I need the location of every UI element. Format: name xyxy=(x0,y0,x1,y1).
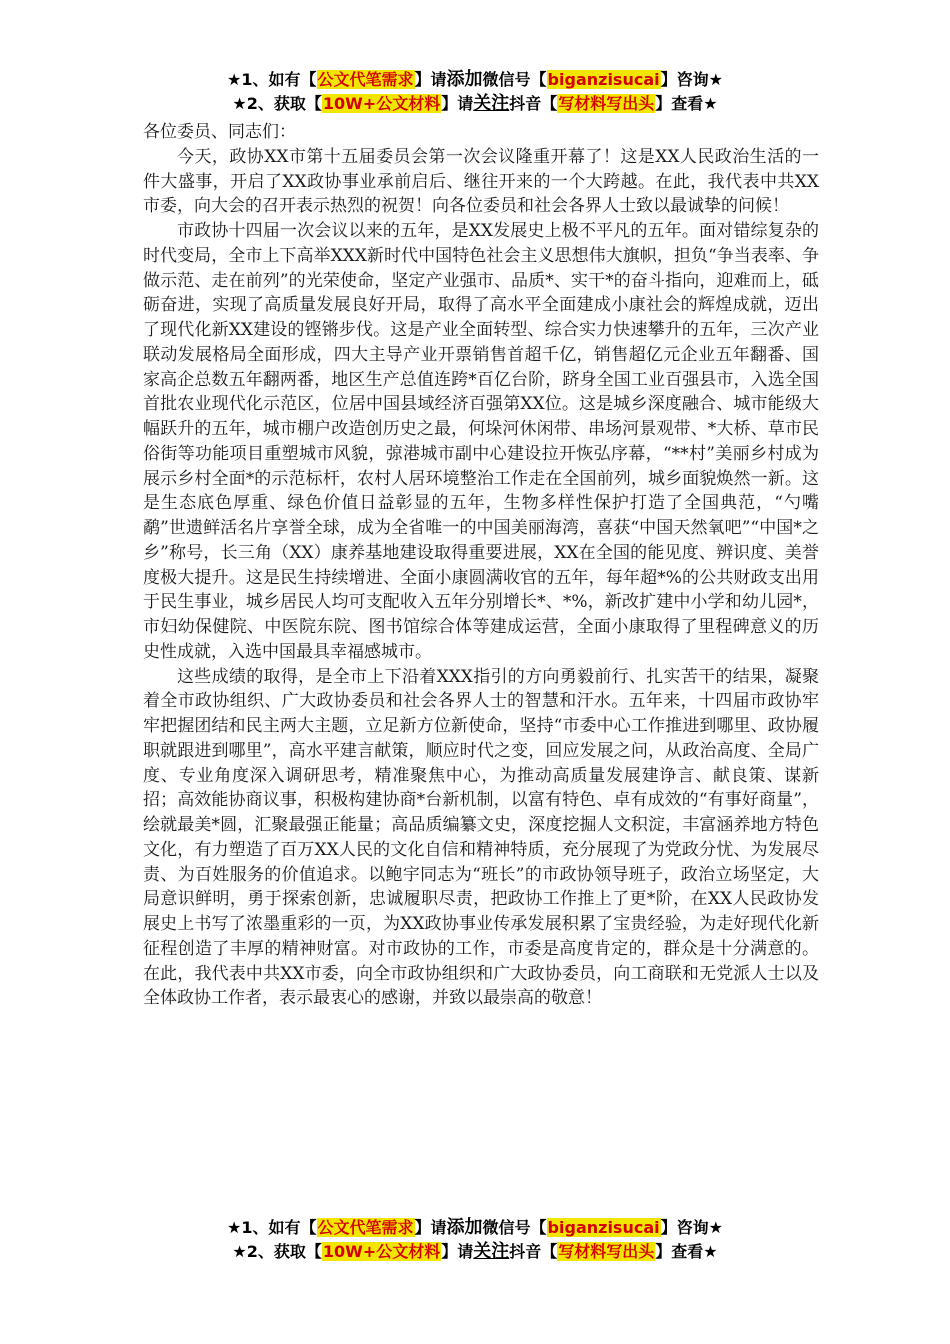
promo-emphasis: 关注 xyxy=(473,93,510,114)
document-body xyxy=(143,120,819,1011)
promo-highlight: 写材料写出头 xyxy=(558,1242,655,1261)
promo-text: 】查看★ xyxy=(655,1242,718,1261)
bottom-promo-banner xyxy=(0,1216,950,1264)
paragraph-1: 今天，政协XX市第十五届委员会第一次会议隆重开幕了！这是XX人民政治生活的一件大盛事，开启了XX政协事业承前启后、继往开来的一个大跨越。在此，我代表中共XX市委，向大会的召开表示热烈的祝贺！向各位委员和社会各界人士致以最诚挚的问候！ xyxy=(143,146,819,217)
promo-emphasis: 添加 xyxy=(446,1217,483,1238)
promo-text: ★1、如有【 xyxy=(227,70,317,89)
promo-highlight: 10W+公文材料 xyxy=(322,94,441,113)
top-promo-banner xyxy=(0,68,950,116)
promo-text: 】请 xyxy=(414,1218,447,1237)
promo-emphasis: 添加 xyxy=(446,69,483,90)
promo-emphasis: 关注 xyxy=(473,1241,510,1262)
promo-line-1 xyxy=(0,68,950,92)
promo-text: ★2、获取【 xyxy=(232,94,322,113)
promo-text: 】咨询★ xyxy=(660,70,723,89)
promo-highlight: biganzisucai xyxy=(547,70,660,89)
promo-highlight: 10W+公文材料 xyxy=(322,1242,441,1261)
promo-highlight: 公文代笔需求 xyxy=(317,1218,414,1237)
salutation: 各位委员、同志们： xyxy=(143,122,296,142)
promo-highlight: 写材料写出头 xyxy=(558,94,655,113)
paragraph-3: 这些成绩的取得，是全市上下沿着XXX指引的方向勇毅前行、扎实苦干的结果，凝聚着全市政协组织、广大政协委员和社会各界人士的智慧和汗水。五年来，十四届市政协牢牢把握团结和民主两大主题，立足新方位新使命，坚持“市委中心工作推进到哪里、政协履职就跟进到哪里”，高水平建言献策，顺应时代之变，回应发展之问，从政治高度、全局广度、专业角度深入调研思考，精准聚焦中心，为推动高质量发展建诤言、献良策、谋新招；高效能协商议事，积极构建协商*台新机制，以富有特色、卓有成效的“有事好商量”，绘就最美*圆，汇聚最强正能量；高品质编纂文史，深度挖掘人文积淀，丰富涵养地方特色文化，有力塑造了百万XX人民的文化自信和精神特质，充分展现了为党政分忧、为发展尽责、为百姓服务的价值追求。以鲍宇同志为“班长”的市政协领导班子，政治立场坚定，大局意识鲜明，勇于探索创新，忠诚履职尽责，把政协工作推上了更*阶，在XX人民政协发展史上书写了浓墨重彩的一页，为XX政协事业传承发展积累了宝贵经验，为走好现代化新征程创造了丰厚的精神财富。对市政协的工作，市委是高度肯定的，群众是十分满意的。在此，我代表中共XX市委，向全市政协组织和广大政协委员，向工商联和无党派人士以及全体政协工作者，表示最衷心的感谢，并致以最崇高的敬意！ xyxy=(143,666,819,1009)
promo-line-2 xyxy=(0,92,950,116)
promo-line-2 xyxy=(0,1240,950,1264)
promo-text: 微信号【 xyxy=(482,1218,547,1237)
promo-text: ★2、获取【 xyxy=(232,1242,322,1261)
promo-text: ★1、如有【 xyxy=(227,1218,317,1237)
promo-text: 抖音【 xyxy=(509,94,558,113)
promo-text: 】请 xyxy=(441,1242,474,1261)
promo-text: 】查看★ xyxy=(655,94,718,113)
promo-highlight: 公文代笔需求 xyxy=(317,70,414,89)
paragraph-2: 市政协十四届一次会议以来的五年，是XX发展史上极不平凡的五年。面对错综复杂的时代变局，全市上下高举XXX新时代中国特色社会主义思想伟大旗帜，担负“争当表率、争做示范、走在前列”的光荣使命，坚定产业强市、品质*、实干*的奋斗指向，迎难而上，砥砺奋进，实现了高质量发展良好开局，取得了高水平全面建成小康社会的辉煌成就，迈出了现代化新XX建设的铿锵步伐。这是产业全面转型、综合实力快速攀升的五年，三次产业联动发展格局全面形成，四大主导产业开票销售首超千亿，销售超亿元企业五年翻番、国家高企总数五年翻两番，地区生产总值连跨*百亿台阶，跻身全国工业百强县市，入选全国首批农业现代化示范区，位居中国县域经济百强第XX位。这是城乡深度融合、城市能级大幅跃升的五年，城市棚户改造创历史之最，何垛河休闲带、串场河景观带、*大桥、草市民俗街等功能项目重塑城市风貌，弶港城市副中心建设拉开恢弘序幕，“**村”美丽乡村成为展示乡村全面*的示范标杆，农村人居环境整治工作走在全国前列，城乡面貌焕然一新。这是生态底色厚重、绿色价值日益彰显的五年，生物多样性保护打造了全国典范，“勺嘴鹬”世遗鲜活名片享誉全球，成为全省唯一的中国美丽海湾，喜获“中国天然氧吧”“中国*之乡”称号，长三角（XX）康养基地建设取得重要进展，XX在全国的能见度、辨识度、美誉度极大提升。这是民生持续增进、全面小康圆满收官的五年，每年超*%的公共财政支出用于民生事业，城乡居民人均可支配收入五年分别增长*、*%，新改扩建中小学和幼儿园*，市妇幼保健院、中医院东院、图书馆综合体等建成运营，全面小康取得了里程碑意义的历史性成就，入选中国最具幸福感城市。 xyxy=(143,221,819,662)
promo-line-1 xyxy=(0,1216,950,1240)
promo-text: 】咨询★ xyxy=(660,1218,723,1237)
promo-text: 抖音【 xyxy=(509,1242,558,1261)
promo-text: 微信号【 xyxy=(482,70,547,89)
promo-highlight: biganzisucai xyxy=(547,1218,660,1237)
promo-text: 】请 xyxy=(441,94,474,113)
promo-text: 】请 xyxy=(414,70,447,89)
